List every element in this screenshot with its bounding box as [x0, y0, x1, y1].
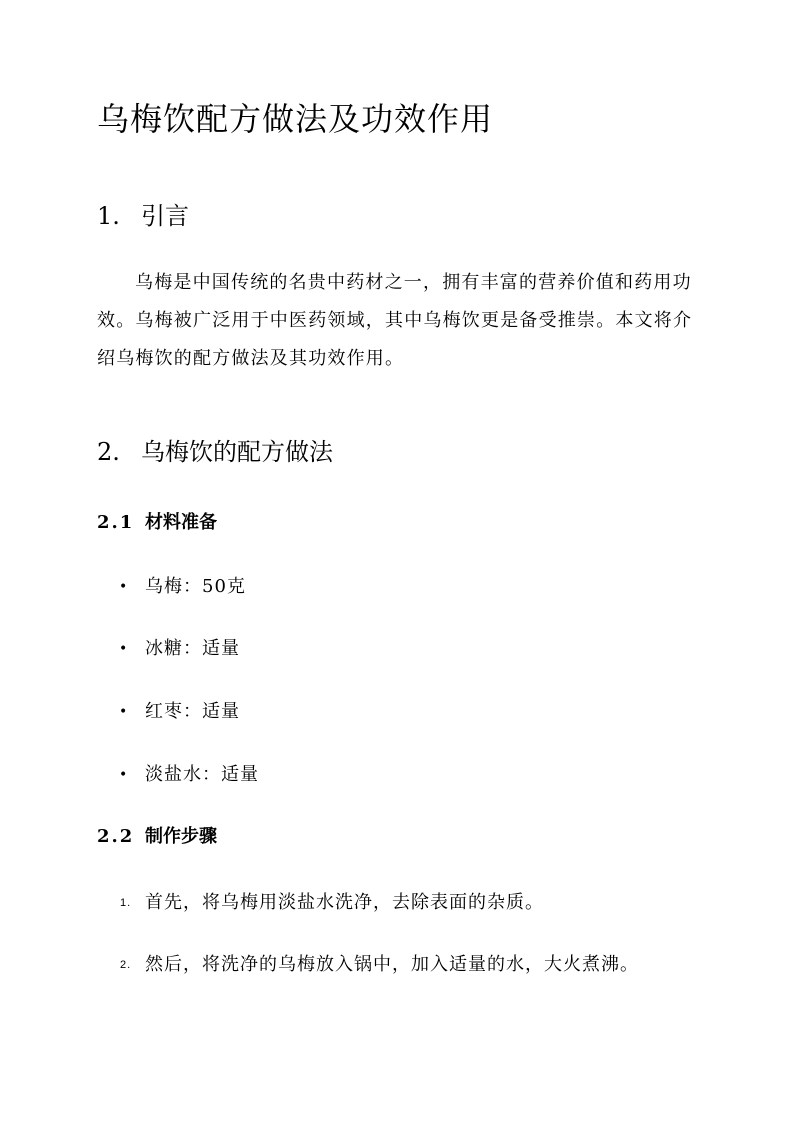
list-item-text: 淡盐水：适量: [145, 764, 259, 785]
subsection-title: 制作步骤: [145, 826, 217, 847]
list-item-text: 红枣：适量: [145, 701, 240, 722]
bullet-icon: •: [119, 641, 129, 657]
step-item: [120, 888, 544, 914]
step-text: 然后，将洗净的乌梅放入锅中，加入适量的水，大火煮沸。: [145, 954, 639, 975]
step-text: 首先，将乌梅用淡盐水洗净，去除表面的杂质。: [145, 892, 544, 913]
list-item: [119, 697, 240, 723]
step-number: 2.: [120, 959, 132, 971]
step-item: [120, 950, 639, 976]
subsection-number: 2.2: [97, 826, 135, 847]
list-item-text: 乌梅：50克: [145, 576, 246, 597]
section-number: 2.: [97, 438, 120, 466]
subsection-heading-steps: [97, 822, 217, 848]
section-number: 1.: [97, 202, 120, 230]
list-item: [119, 572, 246, 598]
document-title: 乌梅饮配方做法及功效作用: [97, 100, 494, 138]
section-title: 乌梅饮的配方做法: [141, 438, 333, 466]
section-title: 引言: [141, 202, 189, 230]
list-item: [119, 760, 259, 786]
bullet-icon: •: [119, 704, 129, 720]
intro-paragraph: 乌梅是中国传统的名贵中药材之一，拥有丰富的营养价值和药用功效。乌梅被广泛用于中医药领域，其中乌梅饮更是备受推崇。本文将介绍乌梅饮的配方做法及其功效作用。: [97, 272, 693, 369]
list-item-text: 冰糖：适量: [145, 638, 240, 659]
bullet-icon: •: [119, 579, 129, 595]
step-number: 1.: [120, 897, 132, 909]
subsection-title: 材料准备: [145, 512, 217, 533]
bullet-icon: •: [119, 767, 129, 783]
section-heading-recipe: [97, 432, 333, 467]
subsection-number: 2.1: [97, 512, 135, 533]
list-item: [119, 634, 240, 660]
subsection-heading-materials: [97, 508, 217, 534]
section-heading-intro: [97, 196, 189, 231]
